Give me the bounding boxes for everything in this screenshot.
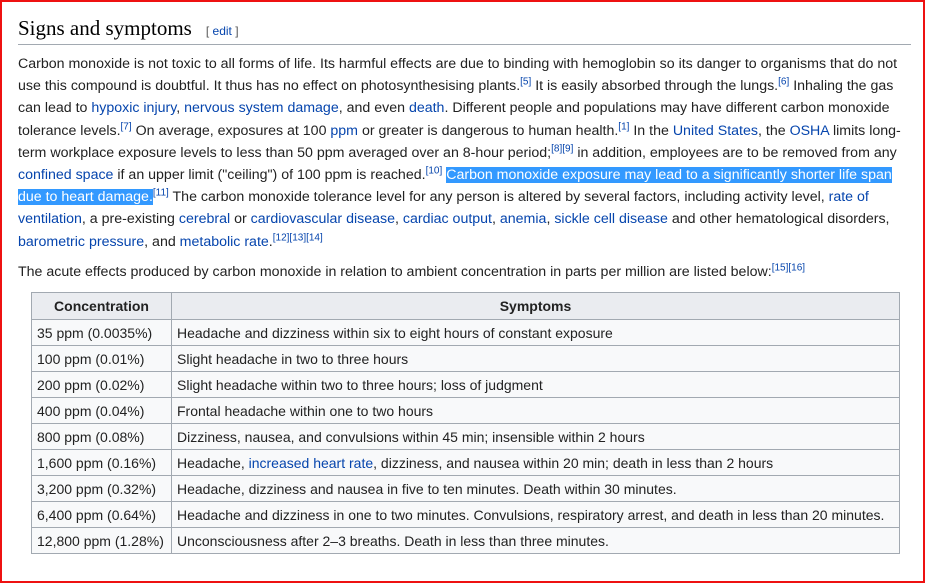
link-death[interactable]: death [408,100,445,117]
text: , and [144,233,180,250]
table-row [32,320,900,346]
symptoms-cell: Slight headache in two to three hours [172,346,900,372]
text: , [394,211,403,228]
link-anemia[interactable]: anemia [499,211,547,228]
ref-7[interactable]: [7] [120,120,132,132]
symptoms-cell: Frontal headache within one to two hours [172,398,900,424]
edit-link[interactable]: edit [212,24,232,38]
text: On average, exposures at 100 [131,122,331,139]
link-rate-of-ventilation[interactable]: rate of ventilation [18,189,869,228]
table-row [32,346,900,372]
text: . Different people and populations may have different carbon monoxide tolerance levels. [18,100,890,139]
paragraph-2 [18,261,911,283]
edit-bracket-open: [ [205,24,213,38]
link-ppm[interactable]: ppm [330,122,359,139]
table-header-row [32,293,900,320]
table-row [32,372,900,398]
concentration-cell: 12,800 ppm (1.28%) [32,528,172,554]
table-row [32,476,900,502]
paragraph-1 [18,53,911,253]
ref-8-9[interactable]: [8][9] [551,143,574,155]
symptoms-cell: Dizziness, nausea, and convulsions within 45 min; insensible within 2 hours [172,424,900,450]
symptoms-cell [172,450,900,476]
concentration-cell: 200 ppm (0.02%) [32,372,172,398]
symptoms-cell: Headache, dizziness and nausea in five to ten minutes. Death within 30 minutes. [172,476,900,502]
link-united-states[interactable]: United States [672,122,758,139]
concentration-cell: 1,600 ppm (0.16%) [32,450,172,476]
symptoms-cell: Headache and dizziness within six to eight hours of constant exposure [172,320,900,346]
ref-10[interactable]: [10] [425,165,443,177]
link-cardiac-output[interactable]: cardiac output [402,211,492,228]
header-symptoms: Symptoms [172,293,900,320]
selected-period: . [148,189,153,206]
table-row [32,450,900,476]
ref-15-16[interactable]: [15][16] [771,262,806,274]
concentration-cell: 35 ppm (0.0035%) [32,320,172,346]
section-heading [18,16,911,45]
link-cerebral[interactable]: cerebral [178,211,231,228]
link-hypoxic-injury[interactable]: hypoxic injury [91,100,177,117]
text: , the [758,122,790,139]
text: , [492,211,500,228]
text: , [546,211,555,228]
concentration-cell: 6,400 ppm (0.64%) [32,502,172,528]
section-title: Signs and symptoms [18,16,192,40]
header-concentration: Concentration [32,293,172,320]
article-content [18,16,911,549]
text: , a pre-existing [81,211,179,228]
text: Inhaling the gas can lead to [18,78,894,117]
symptoms-cell: Unconsciousness after 2–3 breaths. Death in less than three minutes. [172,528,900,554]
text: if an upper limit ("ceiling") of 100 ppm is reached. [113,167,426,184]
concentration-cell: 400 ppm (0.04%) [32,398,172,424]
text: and other hematological disorders, [667,211,890,228]
ref-5[interactable]: [5] [520,76,532,88]
table-row [32,398,900,424]
concentration-cell: 3,200 ppm (0.32%) [32,476,172,502]
edit-section [206,24,239,38]
link-nervous-system-damage[interactable]: nervous system damage [184,100,339,117]
text: . [268,233,273,250]
ref-11[interactable]: [11] [152,187,169,199]
ref-12-13-14[interactable]: [12][13][14] [272,231,323,243]
text: , [176,100,185,117]
selected-text[interactable]: Carbon monoxide exposure may lead to a significantly shorter life span due to heart damage [18,167,892,206]
text: The acute effects produced by carbon monoxide in relation to ambient concentration in parts per million are listed below: [18,263,772,280]
text: , and even [338,100,409,117]
link-confined-space[interactable]: confined space [18,167,114,184]
table-row [32,424,900,450]
text: or greater is dangerous to human health. [358,122,619,139]
text: Carbon monoxide is not toxic to all forms of life. Its harmful effects are due to binding with hemoglobin so its danger to organisms that do not use this compound is doubtful. It thus has no effect on photosynthesising plants. [18,56,898,95]
link-metabolic-rate[interactable]: metabolic rate [179,233,269,250]
text: Headache, [177,454,249,471]
link-osha[interactable]: OSHA [789,122,829,139]
text: The carbon monoxide tolerance level for any person is altered by several factors, including activity level, [168,189,829,206]
ref-6[interactable]: [6] [778,76,790,88]
concentration-cell: 800 ppm (0.08%) [32,424,172,450]
text: , dizziness, and nausea within 20 min; death in less than 2 hours [373,454,774,471]
text: limits long-term workplace exposure levels to less than 50 ppm averaged over an 8-hour period; [18,122,901,161]
link-cardiovascular-disease[interactable]: cardiovascular disease [250,211,395,228]
symptoms-cell: Slight headache within two to three hours; loss of judgment [172,372,900,398]
edit-bracket-close: ] [231,24,239,38]
ref-1[interactable]: [1] [618,120,630,132]
text: In the [629,122,673,139]
text: or [230,211,251,228]
link-increased-heart-rate[interactable]: increased heart rate [248,454,374,471]
text: It is easily absorbed through the lungs. [531,78,779,95]
concentration-cell: 100 ppm (0.01%) [32,346,172,372]
table-row [32,502,900,528]
link-sickle-cell-disease[interactable]: sickle cell disease [554,211,668,228]
link-barometric-pressure[interactable]: barometric pressure [18,233,145,250]
co-effects-table [31,292,900,554]
text: in addition, employees are to be removed from any [573,144,897,161]
table-row [32,528,900,554]
symptoms-cell: Headache and dizziness in one to two minutes. Convulsions, respiratory arrest, and death in less than 20 minutes. [172,502,900,528]
